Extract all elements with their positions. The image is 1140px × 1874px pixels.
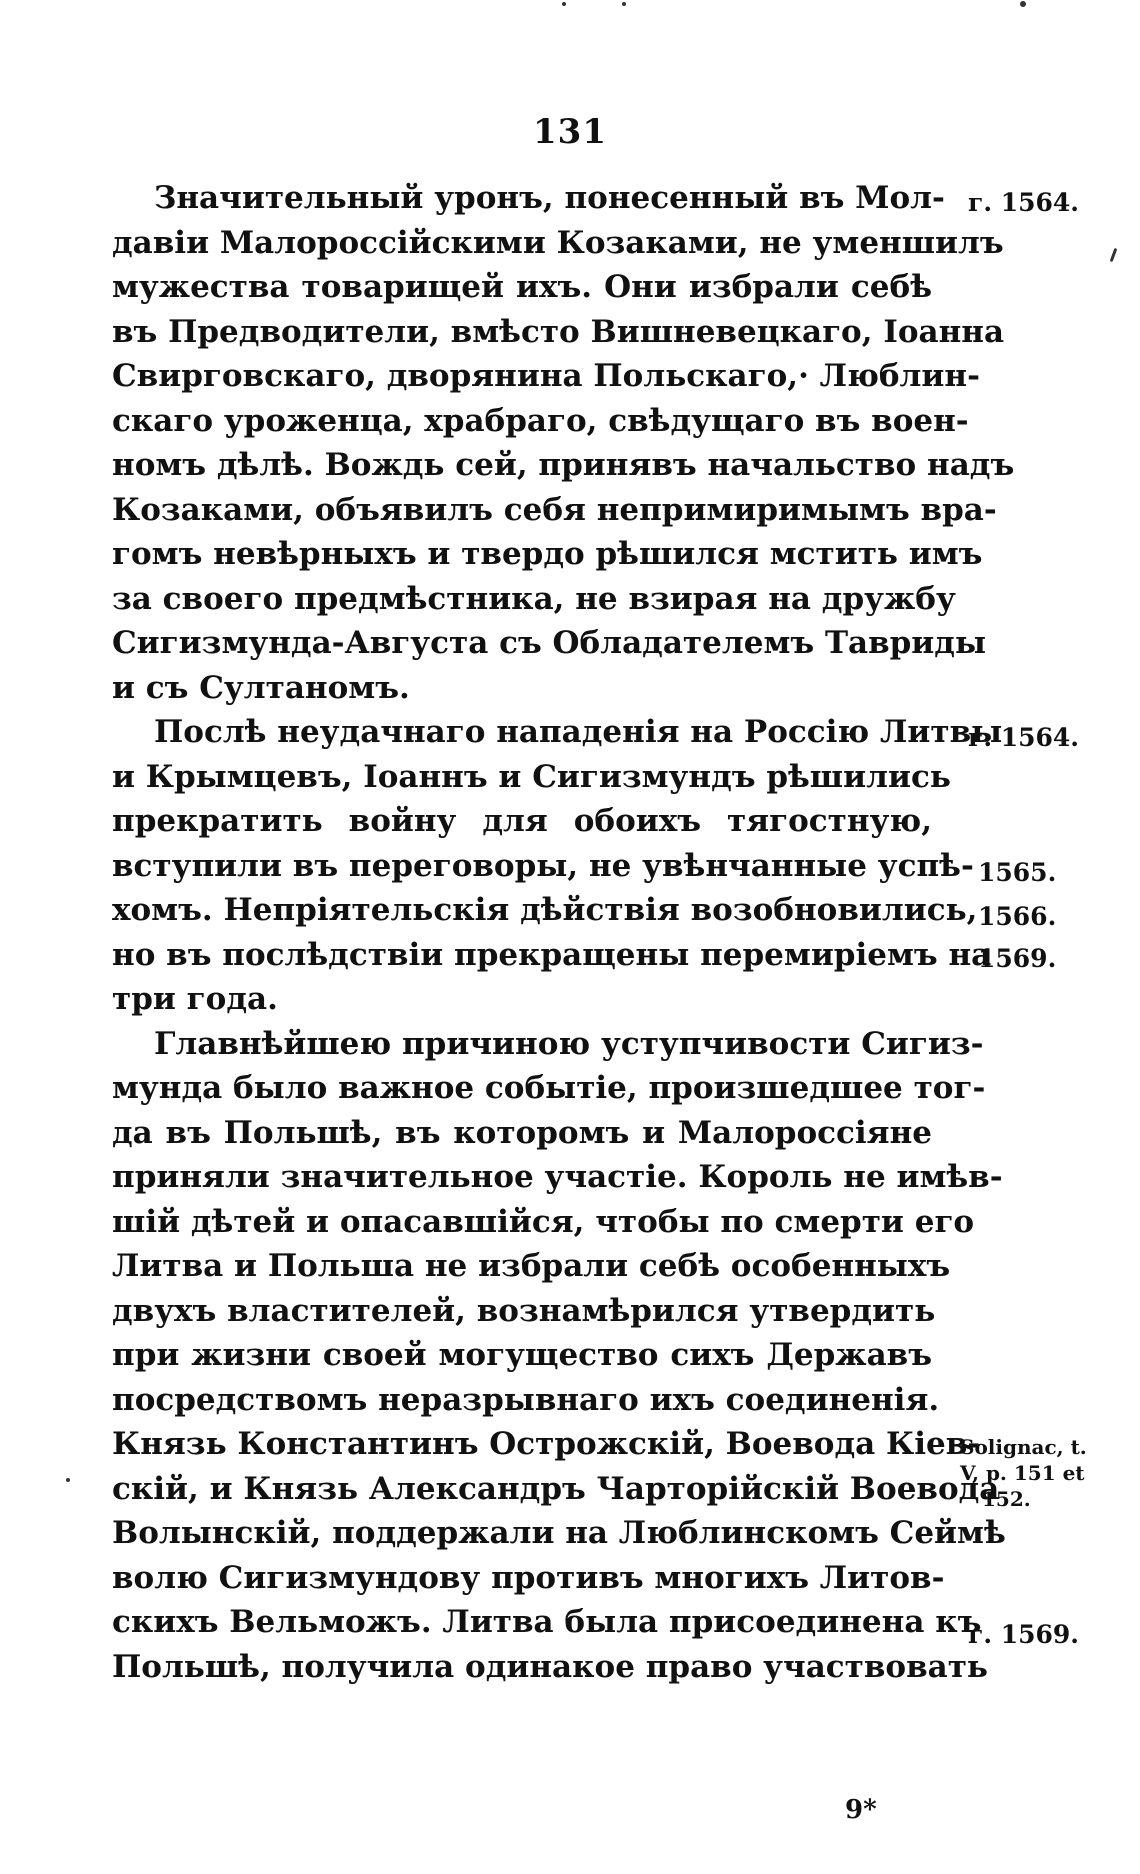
text-line: за своего предмѣстника, не взирая на дружбу <box>112 580 956 617</box>
margin-note-year: г. 1564. <box>968 188 1080 217</box>
text-line: и съ Султаномъ. <box>112 669 410 706</box>
text-line: Волынскій, поддержали на Люблинскомъ Сеймѣ <box>112 1515 1006 1551</box>
text-line: номъ дѣлѣ. Вождь сей, принявъ начальство надъ <box>112 447 1015 483</box>
text-line: Козаками, объявилъ себя непримиримымъ вра- <box>112 491 997 528</box>
text-line: мунда было важное событіе, произшедшее тог- <box>112 1070 986 1106</box>
text-line: скій, и Князь Александръ Чарторійскій Воевода <box>112 1470 1000 1507</box>
margin-note-reference: V, p. 151 et <box>960 1461 1085 1485</box>
text-line: Сигизмунда-Августа съ Обладателемъ Тавриды <box>112 625 987 661</box>
top-edge-marks <box>0 0 1140 14</box>
margin-note-year: 1565. <box>978 858 1057 887</box>
text-line: шій дѣтей и опасавшійся, чтобы по смерти его <box>112 1203 975 1240</box>
text-line: Литва и Польша не избрали себѣ особенныхъ <box>112 1248 951 1284</box>
text-line: скихъ Вельможъ. Литва была присоединена къ <box>112 1604 982 1640</box>
margin-note-reference: 152. <box>982 1487 1031 1511</box>
text-line: Князь Константинъ Острожскій, Воевода Кіев- <box>112 1426 981 1462</box>
margin-note-year: г. 1564. <box>968 723 1080 752</box>
margin-note-year: г. 1569. <box>968 1620 1080 1649</box>
text-line: при жизни своей могущество сихъ Державъ <box>112 1337 932 1373</box>
page-number: 131 <box>533 112 607 152</box>
text-line: три года. <box>112 981 278 1017</box>
margin-note-year: 1569. <box>978 944 1057 973</box>
text-line: и Крымцевъ, Іоаннъ и Сигизмундъ рѣшились <box>112 758 951 795</box>
text-line: скаго уроженца, храбраго, свѣдущаго въ воен- <box>112 402 969 439</box>
text-line: да въ Польшѣ, въ которомъ и Малороссіяне <box>112 1114 932 1151</box>
text-line: двухъ властителей, вознамѣрился утвердить <box>112 1292 936 1329</box>
text-line: Значительный уронъ, понесенный въ Мол- <box>154 180 945 216</box>
text-line: Польшѣ, получила одинакое право участвовать <box>112 1648 988 1685</box>
text-line: въ Предводители, вмѣсто Вишневецкаго, Іоанна <box>112 313 1005 350</box>
text-line: вступили въ переговоры, не увѣнчанные успѣ- <box>112 847 974 884</box>
text-line: хомъ. Непріятельскія дѣйствія возобновились, <box>112 892 978 928</box>
text-line: Свирговскаго, дворянина Польскаго,· Люблин- <box>112 358 980 394</box>
text-line: прекратить войну для обоихъ тягостную, <box>112 803 932 839</box>
margin-note-reference: Solignac, t. <box>960 1435 1087 1459</box>
text-line: мужества товарищей ихъ. Они избрали себѣ <box>112 269 932 305</box>
text-line: приняли значительное участіе. Король не имѣв- <box>112 1159 1003 1195</box>
text-line: Послѣ неудачнаго нападенія на Россію Литвы <box>154 714 1003 750</box>
signature-mark: 9* <box>845 1795 877 1825</box>
text-line: давіи Малороссійскими Козаками, не уменшилъ <box>112 224 1004 261</box>
text-line: волю Сигизмундову противъ многихъ Литов- <box>112 1559 945 1596</box>
text-line: гомъ невѣрныхъ и твердо рѣшился мстить имъ <box>112 536 983 572</box>
margin-speck <box>66 1478 70 1482</box>
text-line: Главнѣйшею причиною уступчивости Сигиз- <box>154 1025 984 1062</box>
text-line: посредствомъ неразрывнаго ихъ соединенія. <box>112 1381 940 1418</box>
text-line: но въ послѣдствіи прекращены перемиріемъ на <box>112 936 992 973</box>
margin-speck <box>1110 248 1118 262</box>
margin-note-year: 1566. <box>978 902 1057 931</box>
